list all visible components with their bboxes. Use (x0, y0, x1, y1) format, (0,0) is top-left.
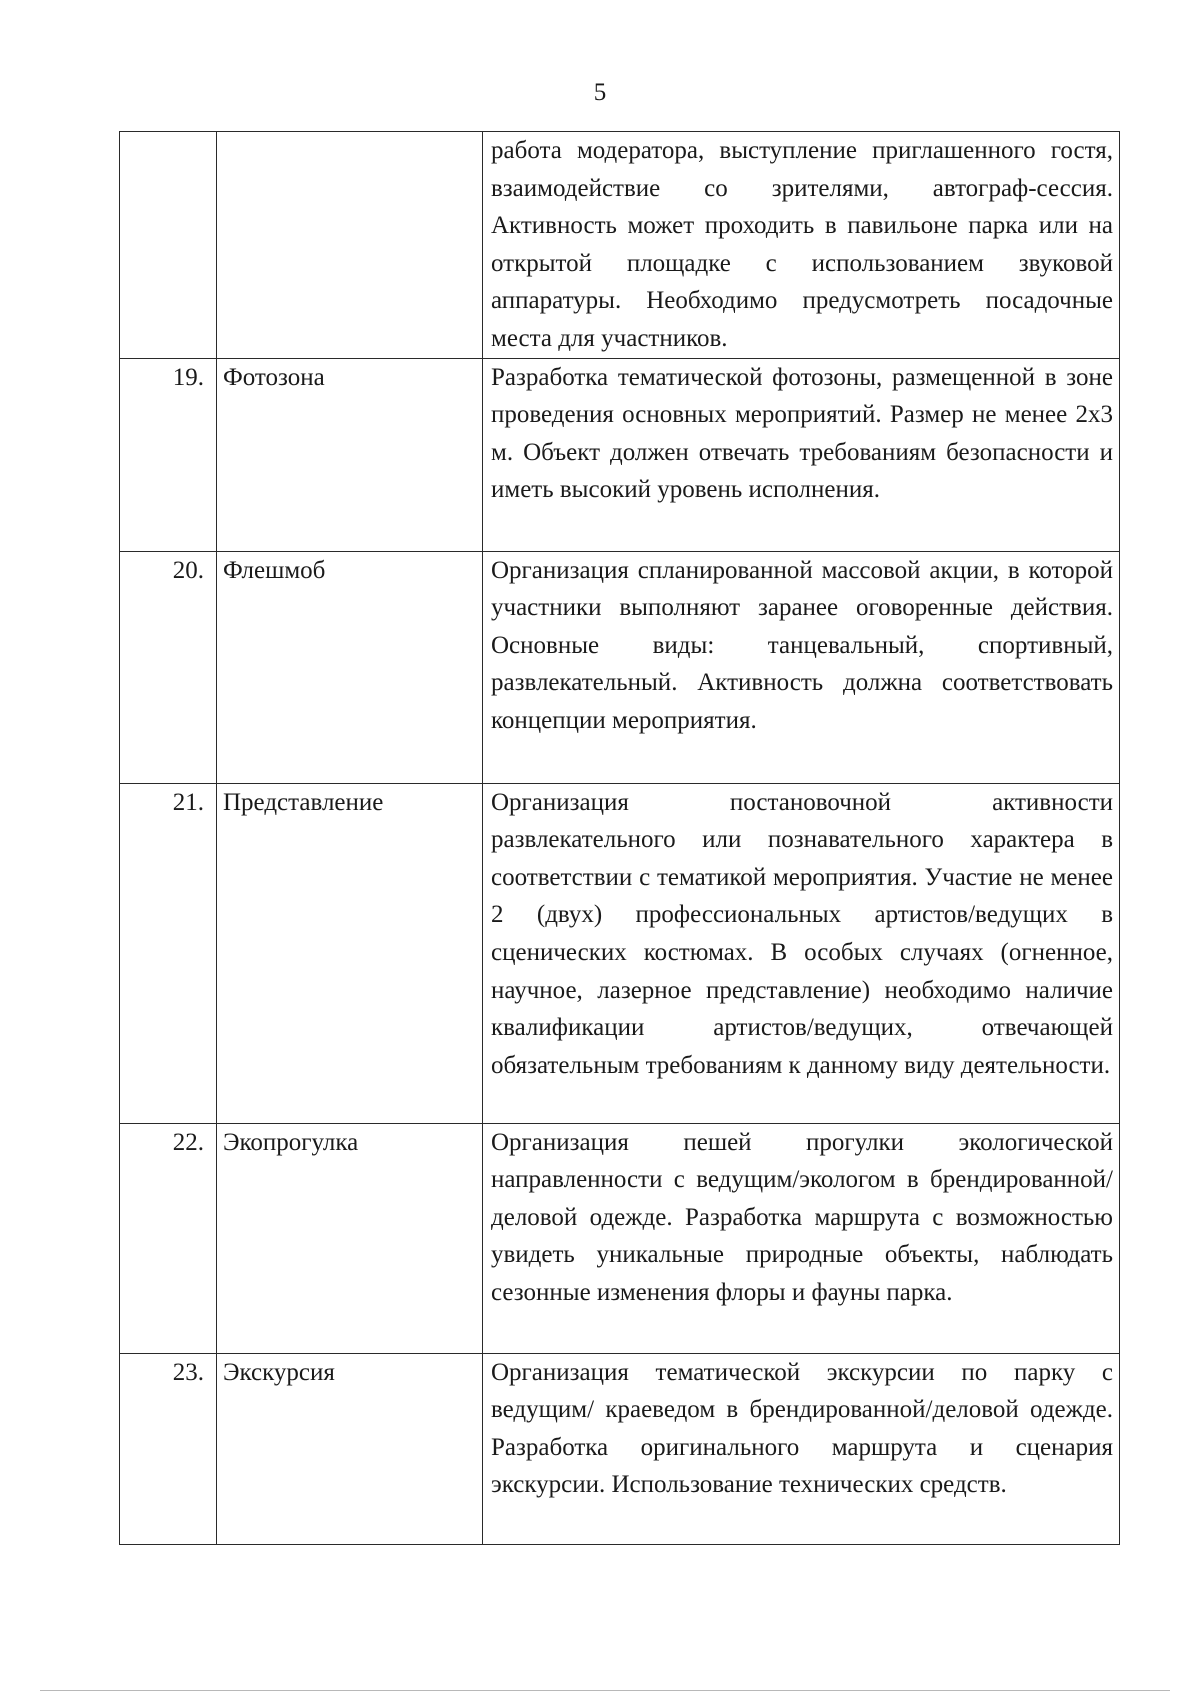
row-number: 19. (120, 358, 217, 551)
table-row (120, 358, 1120, 551)
row-number (120, 132, 217, 359)
row-number: 20. (120, 551, 217, 783)
page-number: 5 (593, 79, 607, 106)
activity-description: Организация тематической экскурсии по парку с ведущим/ краеведом в брендированной/деловой одежде. Разработка оригинального маршрута и сценария экскурсии. Использование технических средств. (483, 1353, 1120, 1544)
activity-description: Организация пешей прогулки экологической направленности с ведущим/экологом в брендированной/деловой одежде. Разработка маршрута с возможностью увидеть уникальные природные объекты, наблюдать сезонные изменения флоры и фауны парка. (483, 1123, 1120, 1353)
table-row (120, 132, 1120, 359)
activity-name: Представление (217, 783, 483, 1123)
activity-name: Флешмоб (217, 551, 483, 783)
activity-name: Экскурсия (217, 1353, 483, 1544)
table-row (120, 551, 1120, 783)
table-row (120, 1353, 1120, 1544)
activity-name: Фотозона (217, 358, 483, 551)
row-number: 21. (120, 783, 217, 1123)
row-number: 23. (120, 1353, 217, 1544)
activity-description: работа модератора, выступление приглашенного гостя, взаимодействие со зрителями, автограф-сессия. Активность может проходить в павильоне парка или на открытой площадке с использованием звуковой аппаратуры. Необходимо предусмотреть посадочные места для участников. (483, 132, 1120, 359)
row-number: 22. (120, 1123, 217, 1353)
table-row (120, 783, 1120, 1123)
activities-table (119, 131, 1120, 1545)
page-bottom-rule (40, 1690, 1170, 1691)
activity-name: Экопрогулка (217, 1123, 483, 1353)
activity-description: Организация постановочной активности развлекательного или познавательного характера в соответствии с тематикой мероприятия. Участие не менее 2 (двух) профессиональных артистов/ведущих в сценических костюмах. В особых случаях (огненное, научное, лазерное представление) необходимо наличие квалификации артистов/ведущих, отвечающей обязательным требованиям к данному виду деятельности. (483, 783, 1120, 1123)
activity-name (217, 132, 483, 359)
activity-description: Организация спланированной массовой акции, в которой участники выполняют заранее оговоренные действия. Основные виды: танцевальный, спортивный, развлекательный. Активность должна соответствовать концепции мероприятия. (483, 551, 1120, 783)
activity-description: Разработка тематической фотозоны, размещенной в зоне проведения основных мероприятий. Размер не менее 2х3 м. Объект должен отвечать требованиям безопасности и иметь высокий уровень исполнения. (483, 358, 1120, 551)
table-row (120, 1123, 1120, 1353)
